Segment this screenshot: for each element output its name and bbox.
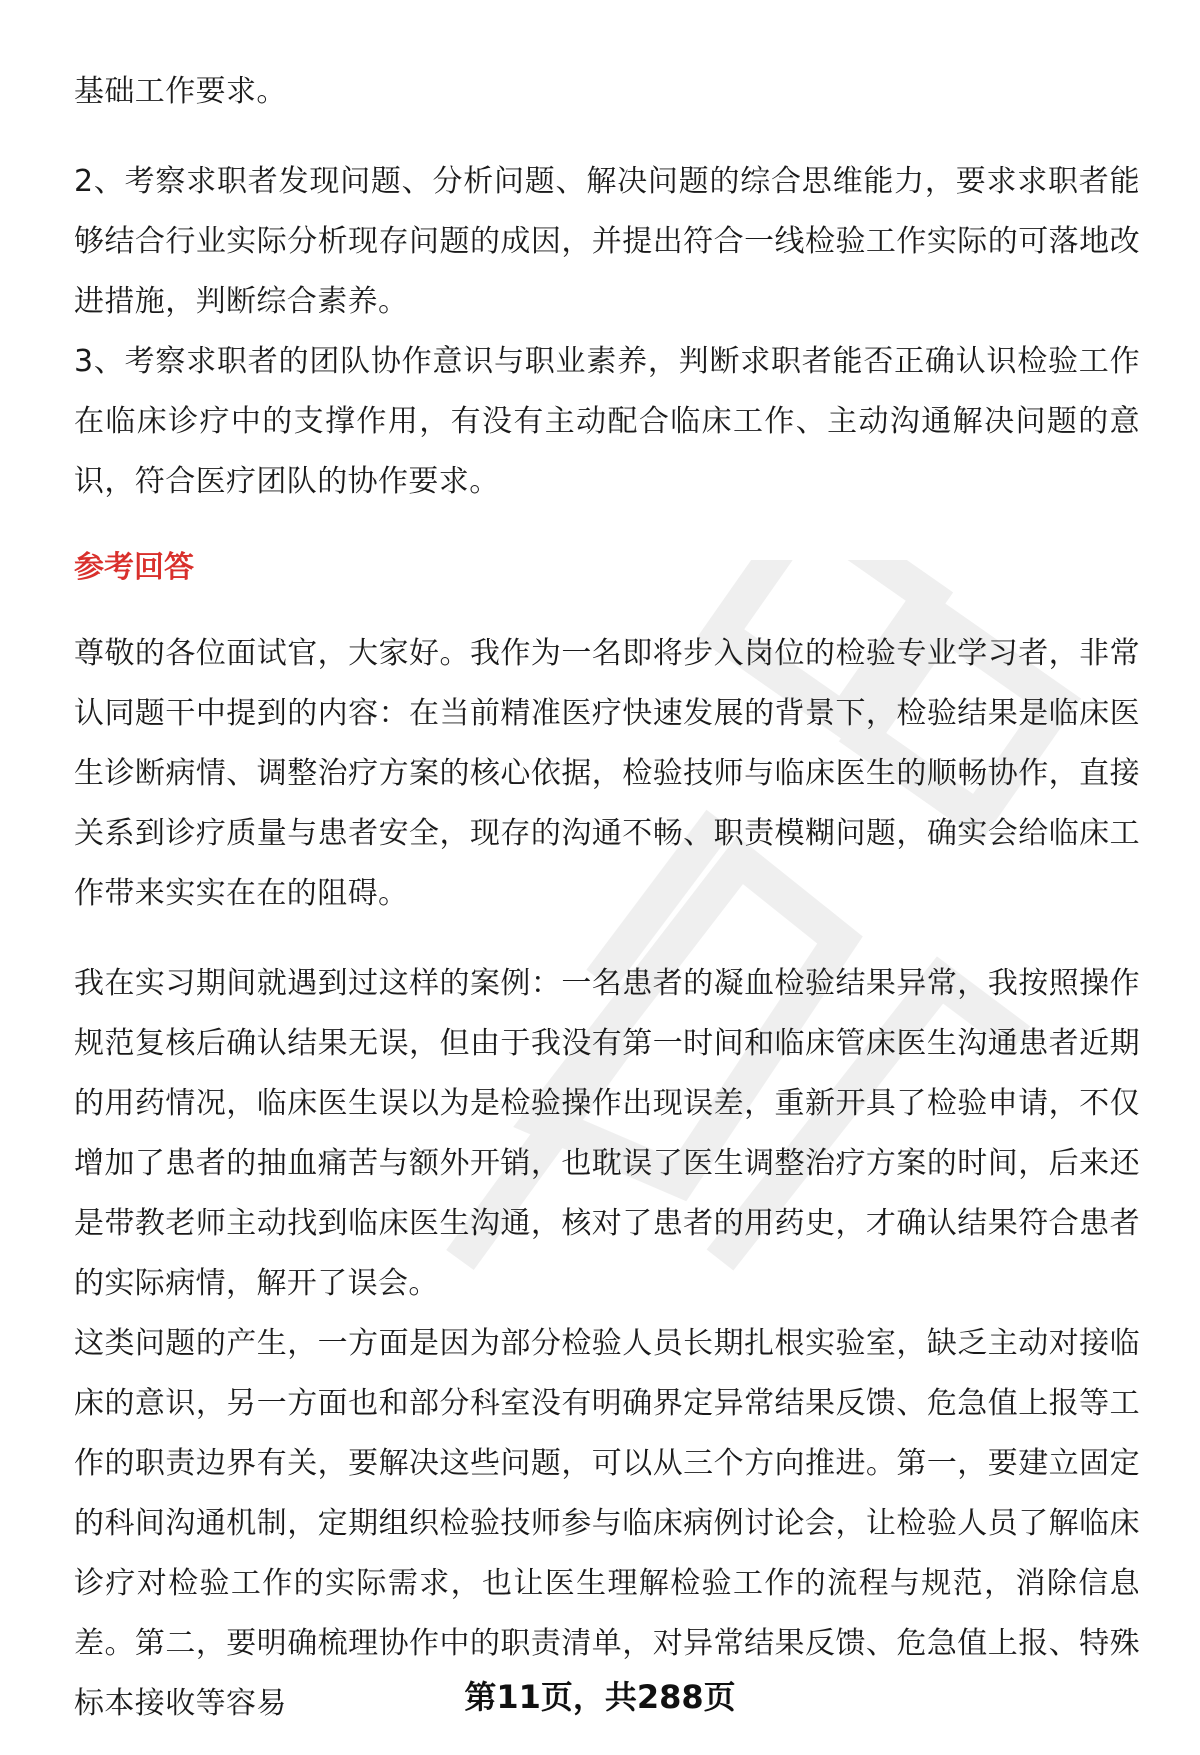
paragraph-answer-case: 我在实习期间就遇到过这样的案例：一名患者的凝血检验结果异常，我按照操作规范复核后确认结果无误，但由于我没有第一时间和临床管床医生沟通患者近期的用药情况，临床医生误以为是检验操作出现误差，重新开具了检验申请，不仅增加了患者的抽血痛苦与额外开销，也耽误了医生调整治疗方案的时间，后来还是带教老师主动找到临床医生沟通，核对了患者的用药史，才确认结果符合患者的实际病情，解开了误会。	[74, 966, 1140, 1301]
paragraph-point-2: 2、考察求职者发现问题、分析问题、解决问题的综合思维能力，要求求职者能够结合行业实际分析现存问题的成因，并提出符合一线检验工作实际的可落地改进措施，判断综合素养。	[74, 164, 1140, 319]
paragraph-point-3: 3、考察求职者的团队协作意识与职业素养，判断求职者能否正确认识检验工作在临床诊疗中的支撑作用，有没有主动配合临床工作、主动沟通解决问题的意识，符合医疗团队的协作要求。	[74, 344, 1140, 499]
paragraph-intro-tail: 基础工作要求。	[74, 74, 287, 109]
document-body	[74, 62, 1140, 1734]
paragraph-answer-analysis: 这类问题的产生，一方面是因为部分检验人员长期扎根实验室，缺乏主动对接临床的意识，另一方面也和部分科室没有明确界定异常结果反馈、危急值上报等工作的职责边界有关，要解决这些问题，可以从三个方向推进。第一，要建立固定的科间沟通机制，定期组织检验技师参与临床病例讨论会，让检验人员了解临床诊疗对检验工作的实际需求，也让医生理解检验工作的流程与规范，消除信息差。第二，要明确梳理协作中的职责清单，对异常结果反馈、危急值上报、特殊标本接收等容易	[74, 1326, 1140, 1721]
section-heading-reference-answer: 参考回答	[74, 550, 194, 585]
paragraph-answer-opening: 尊敬的各位面试官，大家好。我作为一名即将步入岗位的检验专业学习者，非常认同题干中提到的内容：在当前精准医疗快速发展的背景下，检验结果是临床医生诊断病情、调整治疗方案的核心依据，检验技师与临床医生的顺畅协作，直接关系到诊疗质量与患者安全，现存的沟通不畅、职责模糊问题，确实会给临床工作带来实实在在的阻碍。	[74, 636, 1140, 911]
page-number-footer: 第11页，共288页	[464, 1678, 736, 1716]
